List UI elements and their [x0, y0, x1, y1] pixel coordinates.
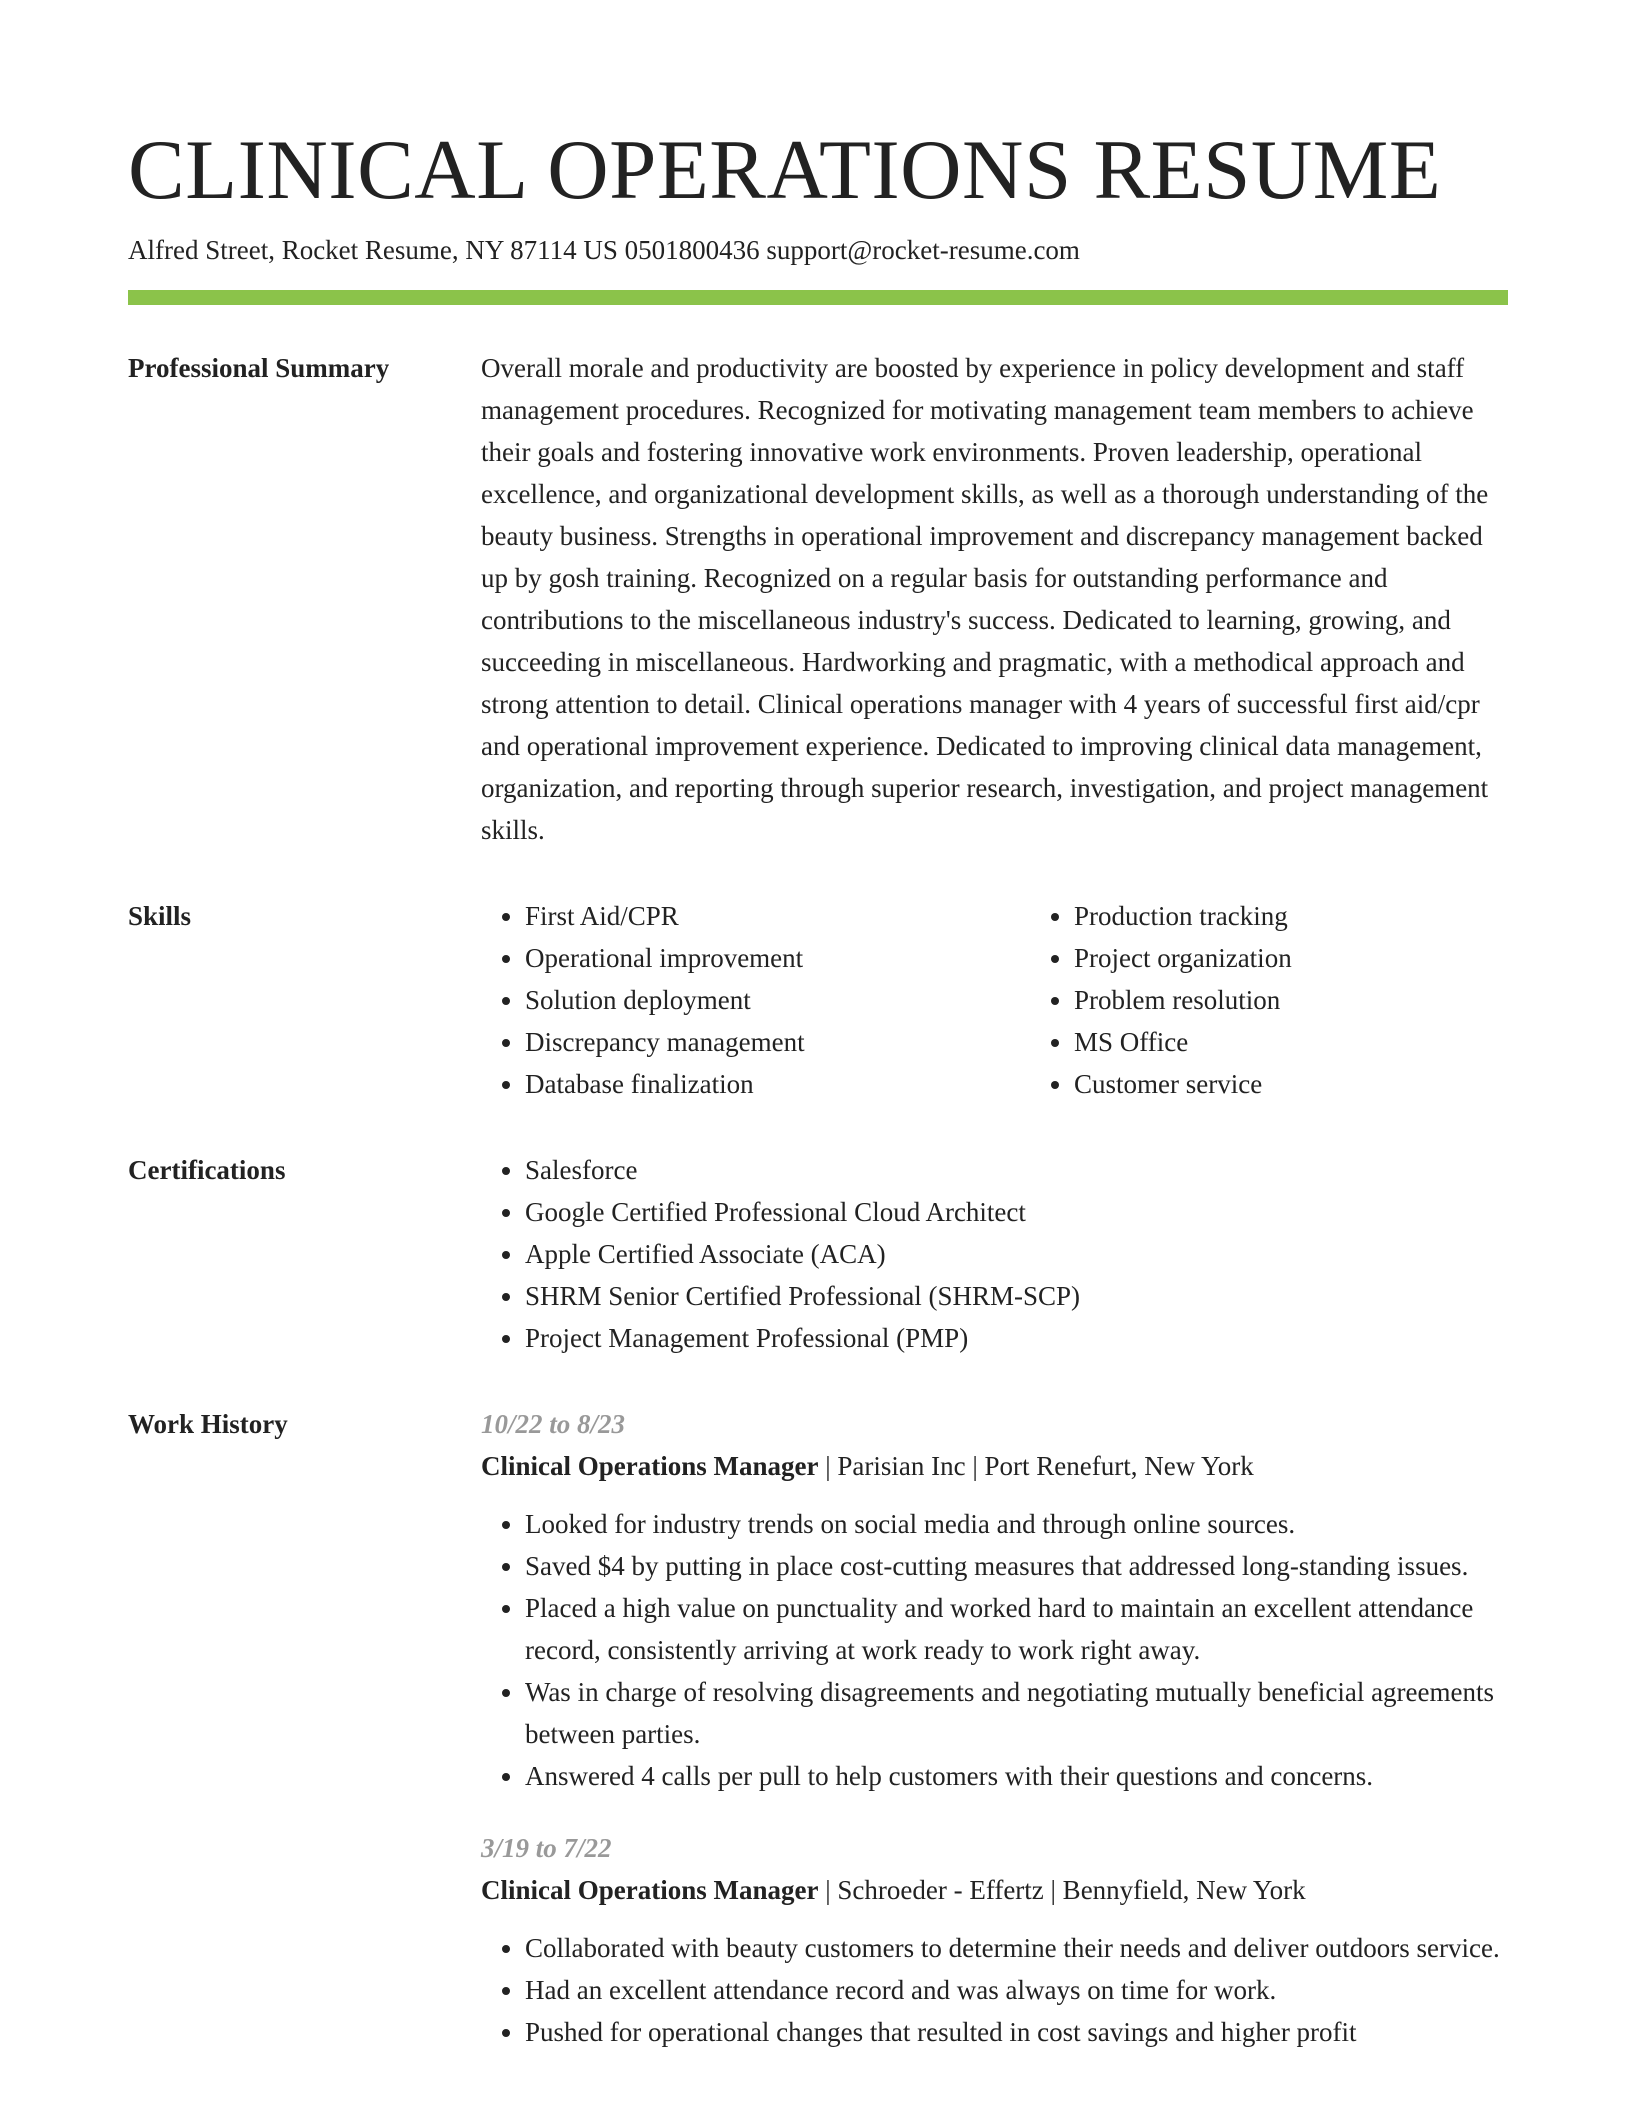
summary-text: Overall morale and productivity are boosted by experience in policy development and staff management procedures. Recognized for motivating management team members to achieve their goals and fostering innovative work environments. Proven leadership, operational excellence, and organizational development skills, as well as a thorough understanding of the beauty business. Strengths in operational improvement and discrepancy management backed up by gosh training. Recognized on a regular basis for outstanding performance and contributions to the miscellaneous industry's success. Dedicated to learning, growing, and succeeding in miscellaneous. Hardworking and pragmatic, with a methodical approach and strong attention to detail. Clinical operations manager with 4 years of successful first aid/cpr and operational improvement experience. Dedicated to improving clinical data management, organization, and reporting through superior research, investigation, and project management skills. [481, 353, 1489, 845]
job-heading [481, 1869, 1508, 1911]
resume-title: CLINICAL OPERATIONS RESUME [128, 123, 1442, 217]
skill-item: • Customer service [1074, 1063, 1579, 1105]
skills-columns [481, 895, 1579, 1105]
skill-item: • Discrepancy management [525, 1021, 1030, 1063]
job-bullets [481, 1503, 1508, 1797]
certifications-section [128, 1157, 1508, 1359]
certification-item: • Google Certified Professional Cloud Architect [525, 1191, 1508, 1233]
certification-item: • Project Management Professional (PMP) [525, 1317, 1508, 1359]
contact-info: Alfred Street, Rocket Resume, NY 87114 US 0501800436 support@rocket-resume.com [128, 235, 1080, 265]
resume-page [128, 120, 1508, 2083]
job-bullet: • Looked for industry trends on social media and through online sources. [525, 1503, 1508, 1545]
job-title: Clinical Operations Manager [481, 1451, 819, 1481]
work-history-label: Work History [128, 1409, 288, 1439]
certifications-list [481, 1149, 1508, 1359]
job-bullet: • Answered 4 calls per pull to help customers with their questions and concerns. [525, 1755, 1508, 1797]
skill-item: • First Aid/CPR [525, 895, 1030, 937]
job-heading [481, 1445, 1508, 1487]
certification-item: • Apple Certified Associate (ACA) [525, 1233, 1508, 1275]
job-title: Clinical Operations Manager [481, 1875, 819, 1905]
work-history-body [481, 1403, 1508, 2083]
job-dates: 3/19 to 7/22 [481, 1833, 612, 1863]
skills-list-right [1030, 895, 1579, 1105]
skill-item: • Problem resolution [1074, 979, 1579, 1021]
skills-body [481, 895, 1579, 1105]
skills-section [128, 903, 1508, 1105]
job-bullet: • Had an excellent attendance record and was always on time for work. [525, 1969, 1508, 2011]
header-divider [128, 290, 1508, 305]
summary-section [128, 355, 1508, 851]
job-bullet: • Placed a high value on punctuality and worked hard to maintain an excellent attendance record, consistently arriving at work ready to work right away. [525, 1587, 1508, 1671]
summary-body [481, 347, 1508, 851]
skill-item: • Production tracking [1074, 895, 1579, 937]
skills-label: Skills [128, 901, 192, 931]
job-bullet: • Was in charge of resolving disagreements and negotiating mutually beneficial agreements between parties. [525, 1671, 1508, 1755]
job-entry [481, 1827, 1508, 2053]
job-bullets [481, 1927, 1508, 2053]
certification-item: • Salesforce [525, 1149, 1508, 1191]
skill-item: • Operational improvement [525, 937, 1030, 979]
summary-label: Professional Summary [128, 353, 390, 383]
job-bullet: • Saved $4 by putting in place cost-cutting measures that addressed long-standing issues. [525, 1545, 1508, 1587]
job-employer: | Schroeder - Effertz | Bennyfield, New York [818, 1875, 1306, 1905]
job-entry [481, 1403, 1508, 1797]
skill-item: • Database finalization [525, 1063, 1030, 1105]
certifications-body [481, 1149, 1508, 1359]
job-bullet: • Collaborated with beauty customers to determine their needs and deliver outdoors service. [525, 1927, 1508, 1969]
skill-item: • MS Office [1074, 1021, 1579, 1063]
skills-list-left [481, 895, 1030, 1105]
skill-item: • Solution deployment [525, 979, 1030, 1021]
certification-item: • SHRM Senior Certified Professional (SHRM-SCP) [525, 1275, 1508, 1317]
certifications-label: Certifications [128, 1155, 286, 1185]
skill-item: • Project organization [1074, 937, 1579, 979]
job-dates: 10/22 to 8/23 [481, 1409, 626, 1439]
work-history-section [128, 1411, 1508, 2083]
job-employer: | Parisian Inc | Port Renefurt, New York [818, 1451, 1254, 1481]
job-bullet: • Pushed for operational changes that resulted in cost savings and higher profit [525, 2011, 1508, 2053]
